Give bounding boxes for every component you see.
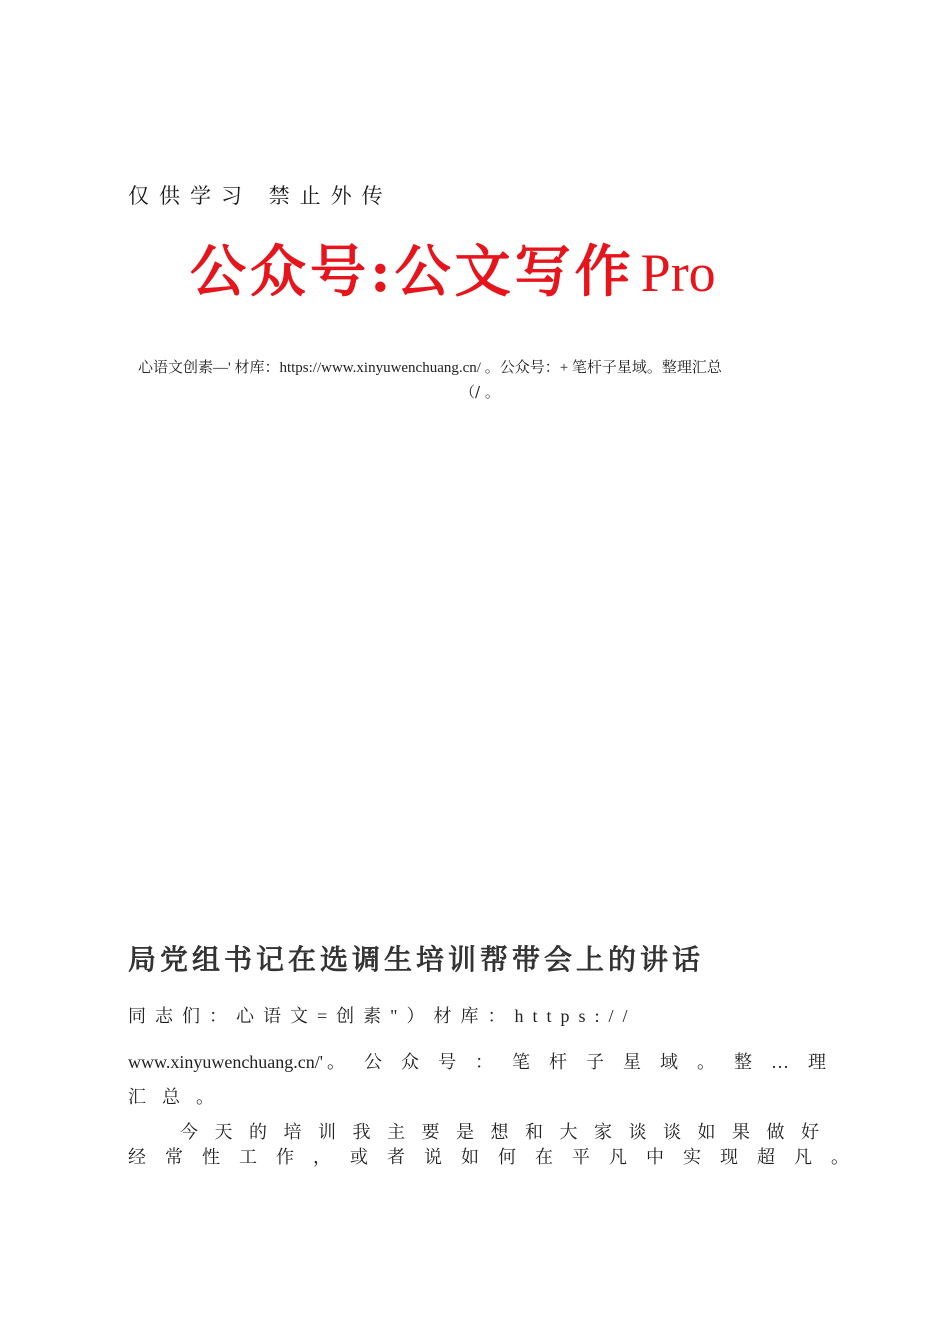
body-line-1: 同志们：心语文=创素"）材库：https:// — [128, 1006, 637, 1026]
source-line-2: （/ 。 — [460, 383, 500, 401]
document-title: 局党组书记在选调生培训帮带会上的讲话 — [128, 943, 705, 976]
notice-text: 仅供学习 禁止外传 — [128, 184, 393, 208]
body-paragraph-line-2: 经常性工作，或者说如何在平凡中实现超凡。 — [128, 1147, 868, 1167]
body-url: www.xinyuwenchuang.cn/' — [128, 1052, 324, 1072]
source-line-1: 心语文创素—' 材库：https://www.xinyuwenchuang.cn/ 。公众号：+ 笔杆子星域。整理汇总 — [138, 360, 722, 376]
body-line-3: 汇总。 — [128, 1087, 230, 1107]
body-line-2 — [128, 1048, 845, 1074]
banner-suffix: Pro — [640, 243, 716, 303]
body-paragraph-line-1: 今天的培训我主要是想和大家谈谈如果做好 — [180, 1122, 836, 1142]
body-line-2-rest: 。公众号：笔杆子星域。整…理 — [327, 1052, 846, 1072]
banner-title — [190, 228, 716, 308]
banner-main: 公众号:公文写作 — [190, 239, 635, 305]
